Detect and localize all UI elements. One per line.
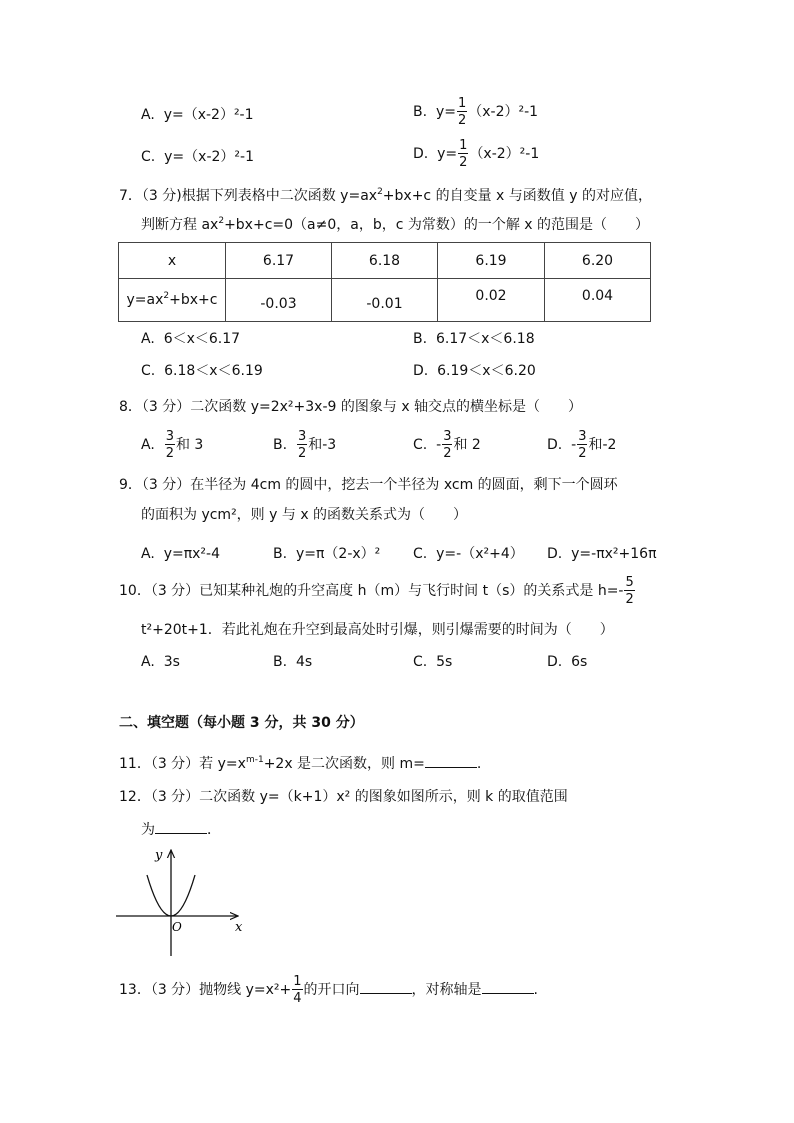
table-row (119, 279, 651, 322)
q8-option-b: B. $\frac{3}{2}$ 和-3 (273, 429, 337, 461)
q8-option-a: A. $\frac{3}{2}$ 和 3 (141, 429, 204, 461)
q11-stem: 11．（3 分）若 $y=x^{m-1}+2x$ 是二次函数，则 m= . (119, 755, 482, 772)
answer-blank[interactable] (425, 755, 477, 768)
x-axis-label: x (235, 920, 243, 935)
q13-stem: 13．（3 分）抛物线 y=x²+ $\frac{1}{4}$ 的开口向 ，对称轴是 . (119, 974, 538, 1006)
q6-option-a: A. y=（x-2）²-1 (141, 107, 254, 123)
answer-blank[interactable] (482, 981, 534, 994)
q9-option-d: D. y=-πx²+16π (547, 546, 657, 562)
q9-stem-line1: 9．（3 分）在半径为 4cm 的圆中，挖去一个半径为 xcm 的圆面，剩下一个圆环 (119, 477, 618, 493)
q8-option-c: C. - $\frac{3}{2}$ 和 2 (413, 429, 481, 461)
q7-stem-line1: 7．（3 分)根据下列表格中二次函数 $y=ax^2+bx+c$ 的自变量 x 与函数值 y 的对应值， (119, 187, 652, 204)
origin-label: O (172, 920, 182, 934)
table-header-y: $y=ax^2+bx+c$ (119, 279, 226, 322)
q6-option-c: C. y=（x-2）²-1 (141, 149, 254, 165)
table-header-x: x (119, 243, 226, 279)
q7-option-d: D. 6.19＜x＜6.20 (413, 363, 536, 379)
fraction: $\frac{1}{2}$ (459, 138, 468, 170)
table-cell: 6.18 (332, 243, 438, 279)
q7-option-b: B. 6.17＜x＜6.18 (413, 331, 535, 347)
q6-option-d: D. y= $\frac{1}{2}$ （x-2）²-1 (413, 138, 540, 170)
table-cell: 0.04 (545, 279, 651, 322)
q6-option-b: B. y= $\frac{1}{2}$ （x-2）²-1 (413, 96, 539, 128)
q7-option-a: A. 6＜x＜6.17 (141, 331, 241, 347)
table-row (119, 243, 651, 279)
answer-blank[interactable] (155, 821, 207, 834)
q10-option-a: A. 3s (141, 654, 180, 670)
section-heading: 二、填空题（每小题 3 分，共 30 分） (119, 715, 364, 731)
q10-stem-line1: 10．（3 分）已知某种礼炮的升空高度 h（m）与飞行时间 t（s）的关系式是 h=- $\frac{5}{2}$ (119, 575, 634, 607)
table-cell: -0.01 (332, 279, 438, 322)
q9-stem-line2: 的面积为 ycm²，则 y 与 x 的函数关系式为（ ） (141, 507, 468, 523)
q10-option-d: D. 6s (547, 654, 588, 670)
y-axis-label: y (155, 848, 163, 863)
q10-option-c: C. 5s (413, 654, 453, 670)
fraction: $\frac{1}{2}$ (457, 96, 467, 128)
q10-stem-line2: t²+20t+1．若此礼炮在升空到最高处时引爆，则引爆需要的时间为（ ） (141, 622, 614, 638)
q12-stem-line1: 12．（3 分）二次函数 y=（k+1）x² 的图象如图所示，则 k 的取值范围 (119, 789, 568, 805)
q9-option-a: A. y=πx²-4 (141, 546, 220, 562)
q7-option-c: C. 6.18＜x＜6.19 (141, 363, 263, 379)
table-cell: 6.19 (438, 243, 545, 279)
q8-stem: 8．（3 分）二次函数 y=2x²+3x-9 的图象与 x 轴交点的横坐标是（ ） (119, 399, 583, 415)
q7-value-table (118, 242, 651, 322)
table-cell: 6.20 (545, 243, 651, 279)
q9-option-c: C. y=-（x²+4） (413, 546, 524, 562)
q10-option-b: B. 4s (273, 654, 313, 670)
q7-stem-line2: 判断方程 $ax^2+bx+c=0(a\ne 0$，a，b，c 为常数）的一个解 x 的范围是（ ） (141, 216, 650, 233)
table-cell: 0.02 (438, 279, 545, 322)
q9-option-b: B. y=π（2-x）² (273, 546, 381, 562)
answer-blank[interactable] (360, 981, 412, 994)
q8-option-d: D. - $\frac{3}{2}$ 和-2 (547, 429, 617, 461)
table-cell: 6.17 (226, 243, 332, 279)
table-cell: -0.03 (226, 279, 332, 322)
parabola-graph (110, 842, 250, 962)
q12-stem-line2: 为 ． (141, 822, 221, 838)
